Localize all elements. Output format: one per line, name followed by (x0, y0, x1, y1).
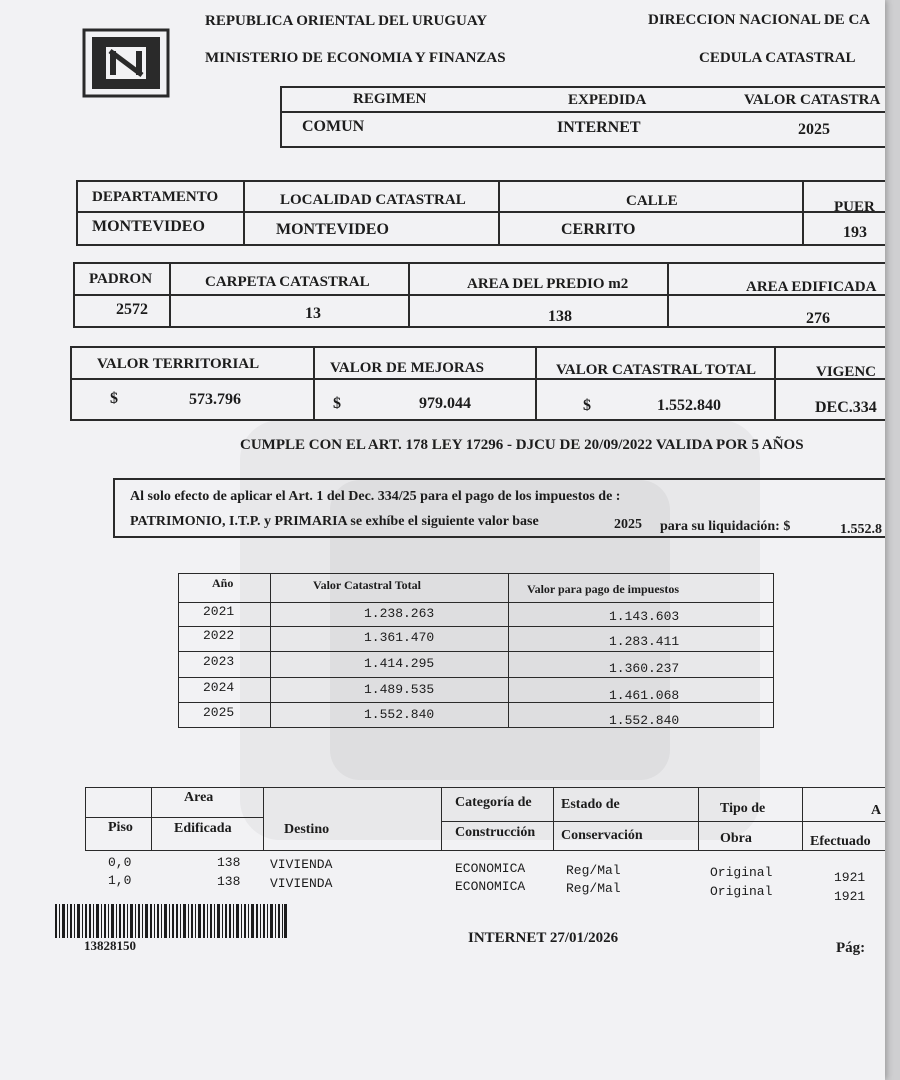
work-type-header-bottom: Obra (720, 831, 752, 846)
lot-area-label: AREA DEL PREDIO m2 (467, 276, 629, 292)
built-area-label: AREA EDIFICADA (746, 279, 877, 295)
construction-destination: VIVIENDA (270, 876, 333, 891)
door-value: 193 (843, 224, 867, 241)
history-total: 1.361.470 (364, 630, 435, 645)
construction-year: 1921 (834, 889, 866, 904)
construction-year: 1921 (834, 870, 866, 885)
improvements-label: VALOR DE MEJORAS (330, 360, 484, 376)
construction-work-type: Original (710, 884, 773, 899)
category-header-top: Categoría de (455, 795, 532, 810)
ministry-title: MINISTERIO DE ECONOMIA Y FINANZAS (205, 50, 506, 66)
condition-header-top: Estado de (561, 797, 620, 812)
notice-line-2: PATRIMONIO, I.T.P. y PRIMARIA se exhíbe el siguiente valor base (130, 514, 539, 529)
notice-tail: para su liquidación: $ (660, 519, 791, 534)
notice-line-1: Al solo efecto de aplicar el Art. 1 del Dec. 334/25 para el pago de los impuestos de : (130, 489, 621, 504)
history-total: 1.238.263 (364, 606, 435, 621)
barcode-number: 13828150 (84, 938, 136, 953)
improvements-currency: $ (333, 395, 341, 412)
land-value-label: VALOR TERRITORIAL (97, 356, 260, 372)
department-value: MONTEVIDEO (92, 218, 205, 235)
work-type-header-top: Tipo de (720, 801, 766, 816)
dnc-logo (82, 28, 170, 98)
history-tax: 1.143.603 (609, 609, 680, 624)
issued-value: INTERNET (557, 119, 641, 136)
history-year: 2024 (203, 680, 235, 695)
construction-condition: Reg/Mal (566, 863, 621, 878)
cadastral-value-label: VALOR CATASTRA (744, 92, 881, 108)
history-year: 2025 (203, 705, 235, 720)
destination-header: Destino (284, 822, 330, 837)
floor-header: Piso (108, 820, 133, 835)
lot-area-value: 138 (548, 308, 572, 325)
construction-condition: Reg/Mal (566, 881, 621, 896)
construction-floor: 0,0 (108, 855, 132, 870)
cadastral-year-value: 2025 (798, 121, 830, 138)
folder-label: CARPETA CATASTRAL (205, 274, 370, 290)
category-header-bottom: Construcción (455, 825, 536, 840)
regime-label: REGIMEN (353, 91, 427, 107)
padron-value: 2572 (116, 301, 148, 318)
locality-value: MONTEVIDEO (276, 221, 389, 238)
land-value: 573.796 (189, 391, 241, 408)
land-currency: $ (110, 390, 118, 407)
padron-label: PADRON (89, 271, 153, 287)
history-tax: 1.360.237 (609, 661, 680, 676)
history-tax: 1.283.411 (609, 634, 680, 649)
construction-category: ECONOMICA (455, 879, 526, 894)
validity-label: VIGENC (816, 364, 877, 380)
regime-value: COMUN (302, 118, 365, 135)
total-currency: $ (583, 397, 591, 414)
construction-area: 138 (217, 855, 241, 870)
street-label: CALLE (626, 193, 678, 209)
locality-label: LOCALIDAD CATASTRAL (280, 192, 466, 208)
construction-category: ECONOMICA (455, 861, 526, 876)
history-total: 1.552.840 (364, 707, 435, 722)
door-label: PUER (834, 199, 875, 215)
republic-title: REPUBLICA ORIENTAL DEL URUGUAY (205, 13, 488, 29)
built-area-value: 276 (806, 310, 830, 327)
history-year: 2022 (203, 628, 235, 643)
notice-year: 2025 (614, 517, 642, 532)
construction-destination: VIVIENDA (270, 857, 333, 872)
history-header-year: Año (212, 576, 234, 590)
department-label: DEPARTAMENTO (92, 189, 219, 205)
construction-area: 138 (217, 874, 241, 889)
issued-label: EXPEDIDA (568, 92, 647, 108)
history-year: 2023 (203, 654, 235, 669)
year-header-top: A (871, 803, 882, 818)
area-header-bottom: Edificada (174, 821, 232, 836)
history-tax: 1.552.840 (609, 713, 680, 728)
page-label: Pág: (836, 940, 866, 956)
history-tax: 1.461.068 (609, 688, 680, 703)
barcode (55, 904, 287, 938)
street-value: CERRITO (561, 221, 636, 238)
document-type: CEDULA CATASTRAL (699, 50, 856, 66)
direction-title: DIRECCION NACIONAL DE CA (648, 12, 871, 28)
history-total: 1.489.535 (364, 682, 435, 697)
history-header-tax: Valor para pago de impuestos (527, 582, 680, 596)
history-year: 2021 (203, 604, 235, 619)
total-value: 1.552.840 (657, 397, 721, 414)
area-header-top: Area (184, 790, 214, 805)
improvements-value: 979.044 (419, 395, 471, 412)
year-header-bottom: Efectuado (810, 834, 871, 849)
total-value-label: VALOR CATASTRAL TOTAL (556, 362, 757, 378)
issue-stamp: INTERNET 27/01/2026 (468, 930, 619, 946)
condition-header-bottom: Conservación (561, 828, 643, 843)
folder-value: 13 (305, 305, 321, 322)
history-total: 1.414.295 (364, 656, 435, 671)
history-header-total: Valor Catastral Total (313, 578, 422, 592)
construction-work-type: Original (710, 865, 773, 880)
notice-amount: 1.552.8 (840, 522, 882, 537)
construction-floor: 1,0 (108, 873, 132, 888)
compliance-text: CUMPLE CON EL ART. 178 LEY 17296 - DJCU DE 20/09/2022 VALIDA POR 5 AÑOS (240, 437, 804, 453)
validity-value: DEC.334 (815, 399, 877, 416)
